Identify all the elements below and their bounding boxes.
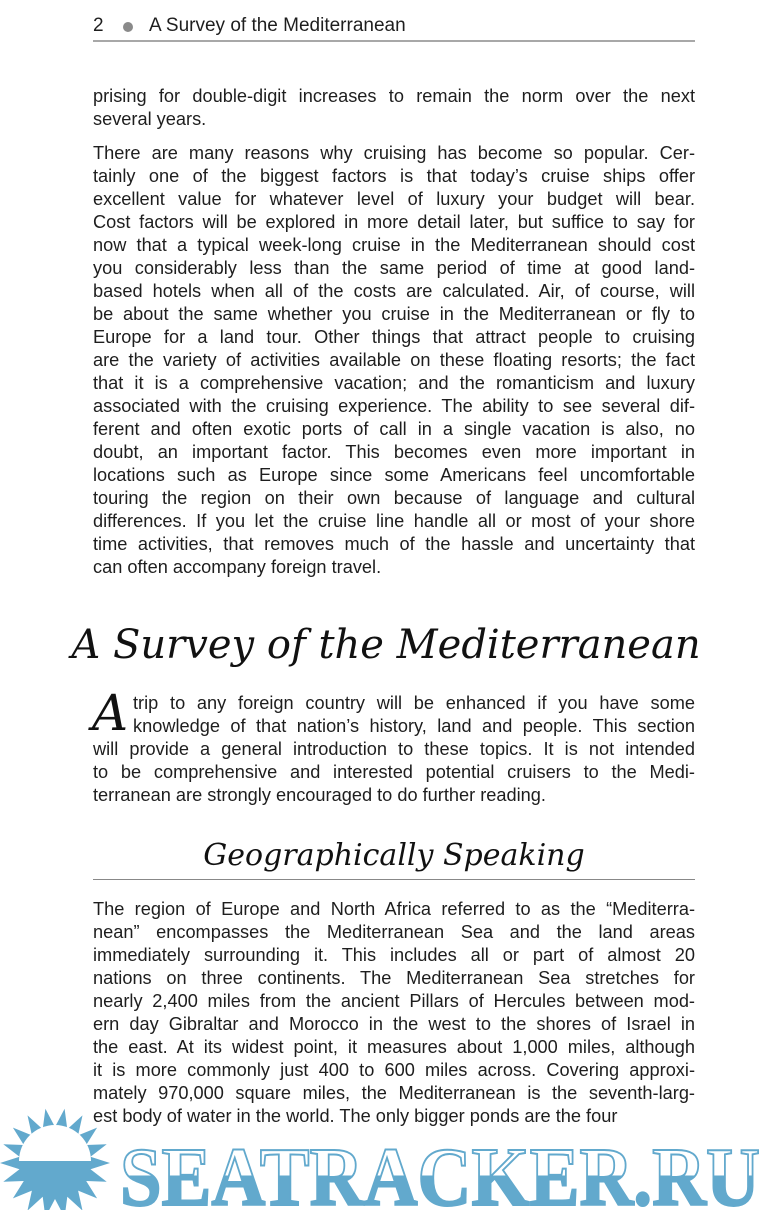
text-line: knowledge of that nation’s history, land and people. This section [133,716,695,736]
page-number: 2 [93,15,104,36]
watermark [0,1095,772,1210]
text-line: immediately surrounding it. This includes all or part of almost 20 [93,945,695,965]
running-header [93,14,695,42]
text-line: now that a typical week-long cruise in the Mediterranean should cost [93,235,695,255]
text-line: Cost factors will be explored in more detail later, but suffice to say for [93,212,695,232]
text-line: trip to any foreign country will be enhanced if you have some [133,693,695,713]
drop-cap: A [92,684,129,742]
section-heading: A Survey of the Mediterranean [71,622,701,668]
text-line: nations on three continents. The Mediterranean Sea stretches for [93,968,695,988]
text-line: mately 970,000 square miles, the Mediterranean is the seventh-larg- [93,1083,695,1103]
text-line: prising for double-digit increases to remain the norm over the next [93,86,695,106]
text-line: Europe for a land tour. Other things that attract people to cruising [93,327,695,347]
sun-logo-icon [0,1109,110,1210]
text-line: nearly 2,400 miles from the ancient Pillars of Hercules between mod- [93,991,695,1011]
text-line: based hotels when all of the costs are calculated. Air, of course, will [93,281,695,301]
subsection-heading: Geographically Speaking [93,838,695,880]
text-line: tainly one of the biggest factors is that today’s cruise ships offer [93,166,695,186]
running-title: A Survey of the Mediterranean [149,15,406,36]
text-line: are the variety of activities available on these floating resorts; the fact [93,350,695,370]
text-line: the east. At its widest point, it measures about 1,000 miles, although [93,1037,695,1057]
text-line: terranean are strongly encouraged to do further reading. [93,785,546,805]
text-line: to be comprehensive and interested potential cruisers to the Medi- [93,762,695,782]
text-line: several years. [93,109,207,129]
bullet-dot-icon [123,22,133,32]
paragraph-survey-intro [93,692,695,807]
text-line: that it is a comprehensive vacation; and the romanticism and luxury [93,373,695,393]
text-line: you considerably less than the same period of time at good land- [93,258,695,278]
text-line: locations such as Europe since some Americans feel uncomfortable [93,465,695,485]
text-line: associated with the cruising experience. The ability to see several dif- [93,396,695,416]
text-line: excellent value for whatever level of luxury your budget will bear. [93,189,695,209]
text-line: time activities, that removes much of the hassle and uncertainty that [93,534,695,554]
text-line: ferent and often exotic ports of call in a single vacation is also, no [93,419,695,439]
text-line: differences. If you let the cruise line handle all or most of your shore [93,511,695,531]
paragraph-geography [93,898,695,1128]
text-line: can often accompany foreign travel. [93,557,382,577]
text-line: There are many reasons why cruising has become so popular. Cer- [93,143,695,163]
paragraph-intro-continued [93,85,695,131]
text-line: The region of Europe and North Africa referred to as the “Mediterra- [93,899,695,919]
text-line: will provide a general introduction to these topics. It is not intended [93,739,695,759]
text-line: touring the region on their own because of language and cultural [93,488,695,508]
paragraph-cruising-popularity [93,142,695,579]
text-line: it is more commonly just 400 to 600 miles across. Covering approxi- [93,1060,695,1080]
text-line: nean” encompasses the Mediterranean Sea and the land areas [93,922,695,942]
watermark-text: SEATRACKER.RU [120,1131,760,1210]
text-line: doubt, an important factor. This becomes even more important in [93,442,695,462]
text-line: est body of water in the world. The only bigger ponds are the four [93,1106,618,1126]
text-line: be about the same whether you cruise in the Mediterranean or fly to [93,304,695,324]
text-line: ern day Gibraltar and Morocco in the west to the shores of Israel in [93,1014,695,1034]
